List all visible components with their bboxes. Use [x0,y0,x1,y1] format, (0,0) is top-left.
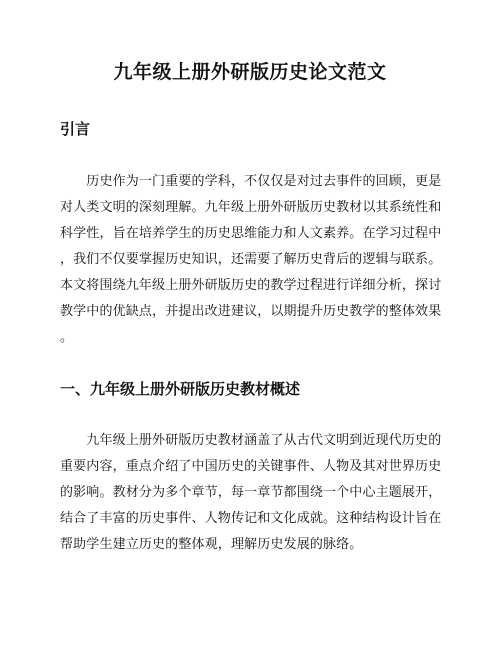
document-title: 九年级上册外研版历史论文范文 [113,61,387,83]
paragraph-line: 结合了丰富的历史事件、人物传记和文化成就。这种结构设计旨在 [60,511,442,526]
paragraph-line: 的影响。教材分为多个章节，每一章节都围绕一个中心主题展开， [60,485,442,500]
paragraph-line: 教学中的优缺点，并提出改进建议，以期提升历史教学的整体效果 [60,304,442,319]
paragraph-line: 科学性，旨在培养学生的历史思维能力和人文素养。在学习过程中 [60,226,442,241]
paragraph-line: 本文将围绕九年级上册外研版历史的教学过程进行详细分析，探讨 [60,278,442,293]
paragraph-line: 。 [60,330,74,345]
section-heading-textbook-overview: 一、九年级上册外研版历史教材概述 [60,380,301,398]
paragraph-line: 重要内容，重点介绍了中国历史的关键事件、人物及其对世界历史 [60,459,442,474]
intro-paragraph [60,169,445,351]
section-heading-intro: 引言 [60,120,91,138]
paragraph-line: 九年级上册外研版历史教材涵盖了从古代文明到近现代历史的 [60,433,442,448]
paragraph-line: 对人类文明的深刻理解。九年级上册外研版历史教材以其系统性和 [60,200,442,215]
paragraph-line: 历史作为一门重要的学科，不仅仅是对过去事件的回顾，更是 [60,174,442,189]
overview-paragraph [60,428,445,558]
paragraph-line: 帮助学生建立历史的整体观，理解历史发展的脉络。 [60,537,363,552]
paragraph-line: ，我们不仅要掌握历史知识，还需要了解历史背后的逻辑与联系。 [60,252,442,267]
